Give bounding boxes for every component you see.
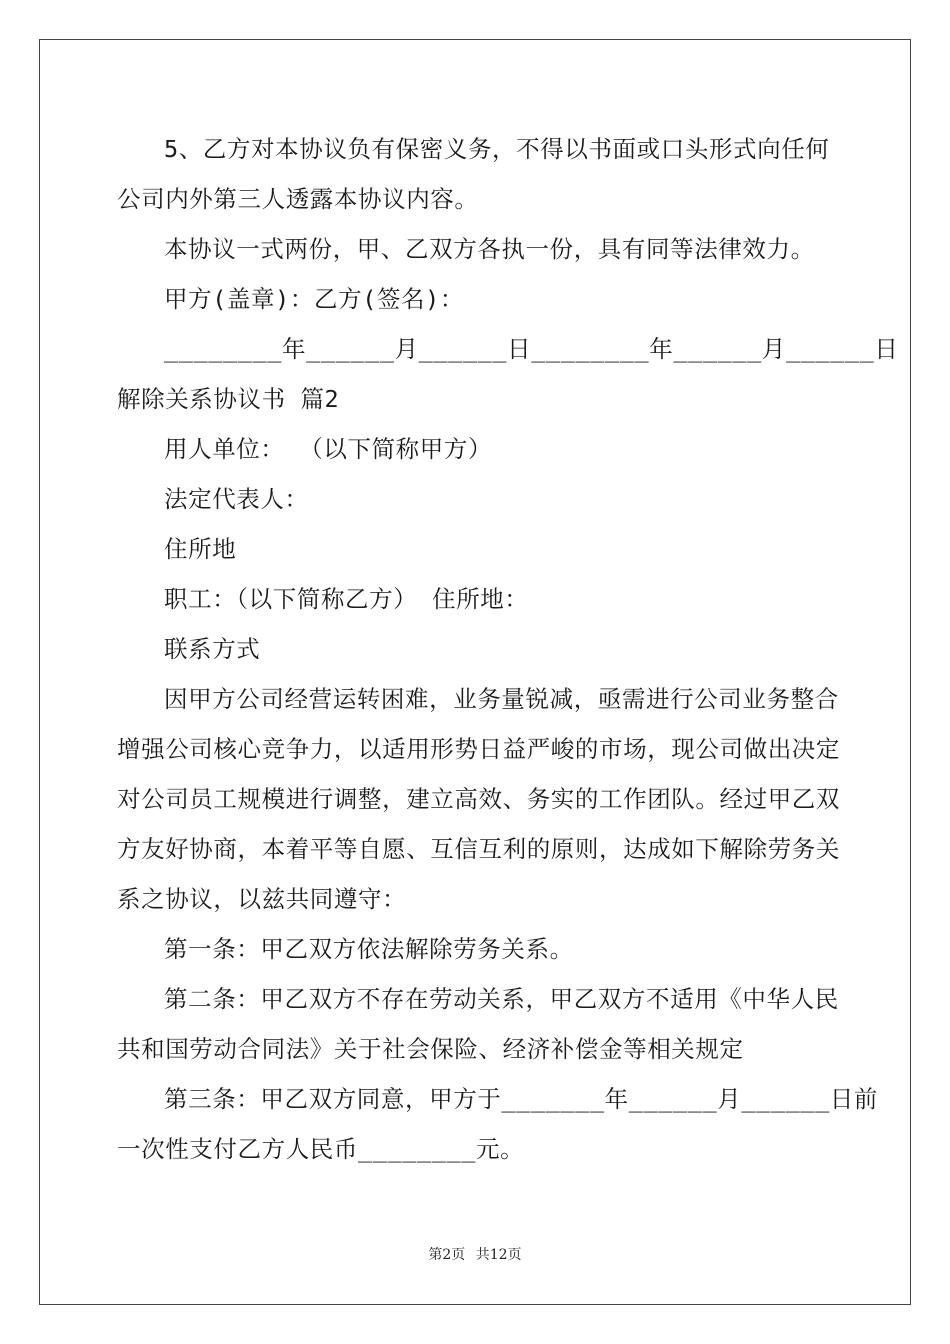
employer-address-field: 住所地 <box>164 535 237 563</box>
copies-statement: 本协议一式两份，甲、乙双方各执一份，具有同等法律效力。 <box>164 235 815 263</box>
employee-field: 职工：（以下简称乙方） 住所地： <box>164 585 529 613</box>
page-number: 第2页 <box>428 1247 466 1263</box>
article-3-line-2: 一次性支付乙方人民币________元。 <box>117 1135 525 1163</box>
signature-parties: 甲方(盖章)：乙方(签名)： <box>164 285 464 313</box>
page-total: 共12页 <box>475 1247 522 1263</box>
clause-5-line-1: 5、乙方对本协议负有保密义务，不得以书面或口头形式向任何 <box>164 135 830 163</box>
article-2-line-2: 共和国劳动合同法》关于社会保险、经济补偿金等相关规定 <box>117 1035 744 1063</box>
preamble-line-2: 增强公司核心竞争力，以适用形势日益严峻的市场，现公司做出决定 <box>117 735 840 763</box>
employer-field: 用人单位： （以下简称甲方） <box>164 435 493 463</box>
article-1: 第一条：甲乙双方依法解除劳务关系。 <box>164 935 574 963</box>
preamble-line-4: 方友好协商，本着平等自愿、互信互利的原则，达成如下解除劳务关 <box>117 835 840 863</box>
preamble-line-3: 对公司员工规模进行调整，建立高效、务实的工作团队。经过甲乙双 <box>117 785 840 813</box>
legal-representative-field: 法定代表人： <box>164 485 309 513</box>
contact-field: 联系方式 <box>164 635 261 663</box>
preamble-line-5: 系之协议，以兹共同遵守： <box>117 885 407 913</box>
page-border <box>39 39 911 1305</box>
signature-dates: ________年______月______日________年______月______日 <box>164 335 899 363</box>
article-3-line-1: 第三条：甲乙双方同意，甲方于_______年______月______日前 <box>164 1085 879 1113</box>
section-title: 解除关系协议书 篇2 <box>117 385 340 413</box>
clause-5-line-2: 公司内外第三人透露本协议内容。 <box>117 185 479 213</box>
page-footer <box>0 1244 950 1264</box>
preamble-line-1: 因甲方公司经营运转困难，业务量锐减，亟需进行公司业务整合 <box>164 685 839 713</box>
article-2-line-1: 第二条：甲乙双方不存在劳动关系，甲乙双方不适用《中华人民 <box>164 985 839 1013</box>
